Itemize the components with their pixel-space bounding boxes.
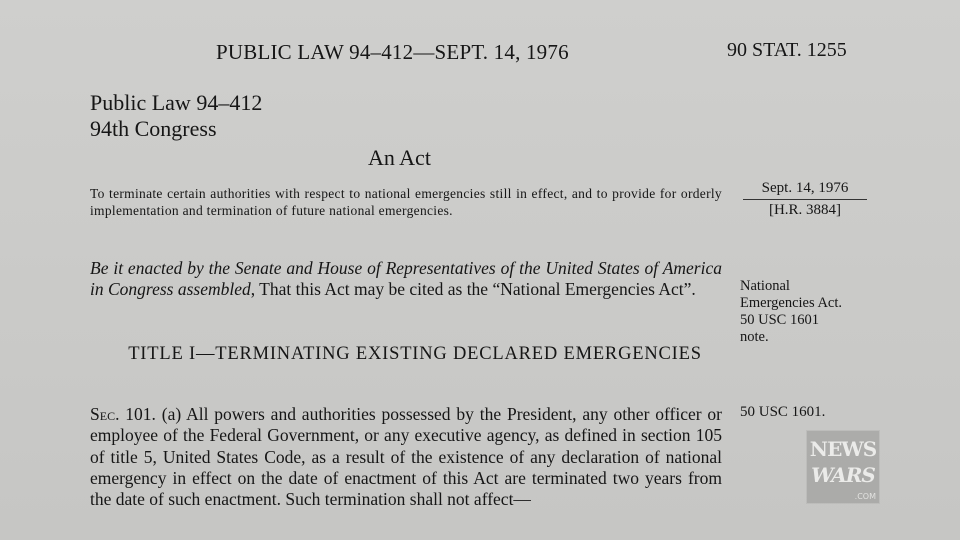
logo-line-news: NEWS [809,437,877,461]
margin-note-line: 50 USC 1601 [740,312,819,328]
enacting-clause-rest: , That this Act may be cited as the “National Emergencies Act”. [250,279,696,299]
margin-note-usc: 50 USC 1601. [740,404,826,420]
margin-note-line: note. [740,329,769,345]
margin-note-line: Emergencies Act. [740,295,843,311]
public-law-number: Public Law 94–412 [90,90,263,115]
margin-note-short-title [740,278,880,346]
act-heading: An Act [368,145,431,170]
stat-page-number: 90 STAT. 1255 [727,39,847,61]
newswars-logo [806,430,880,504]
section-label: Sec. 101. [90,404,156,424]
enactment-date: Sept. 14, 1976 [743,178,867,200]
bill-number: [H.R. 3884] [768,202,842,218]
congress-number: 94th Congress [90,116,217,141]
title-heading: TITLE I—TERMINATING EXISTING DECLARED EMERGENCIES [128,344,702,364]
law-title-block [90,90,262,142]
purpose-clause: To terminate certain authorities with respect to national emergencies still in effect, and to provide for orderly implementation and termination of future national emergencies. [90,186,722,218]
enacting-clause [90,258,722,300]
logo-line-com: .COM [854,492,876,501]
enacting-clause-italic: Be it enacted by the Senate and House of Representatives of the United States of America in Congress assembled [90,258,722,299]
section-body: (a) All powers and authorities possessed by the President, any other officer or employee of the Federal Government, or any executive agency, as defined in section 105 of title 5, United States Code, as a result of the existence of any declaration of national emergency in effect on the date of enactment of this Act are terminated two years from the date of such enactment. Such termination shall not affect— [90,404,722,510]
logo-line-wars: WARS [811,463,875,487]
margin-note-line: National [740,278,790,294]
running-head: PUBLIC LAW 94–412—SEPT. 14, 1976 [216,40,569,64]
section-101 [90,404,722,510]
margin-date-note [743,178,867,220]
